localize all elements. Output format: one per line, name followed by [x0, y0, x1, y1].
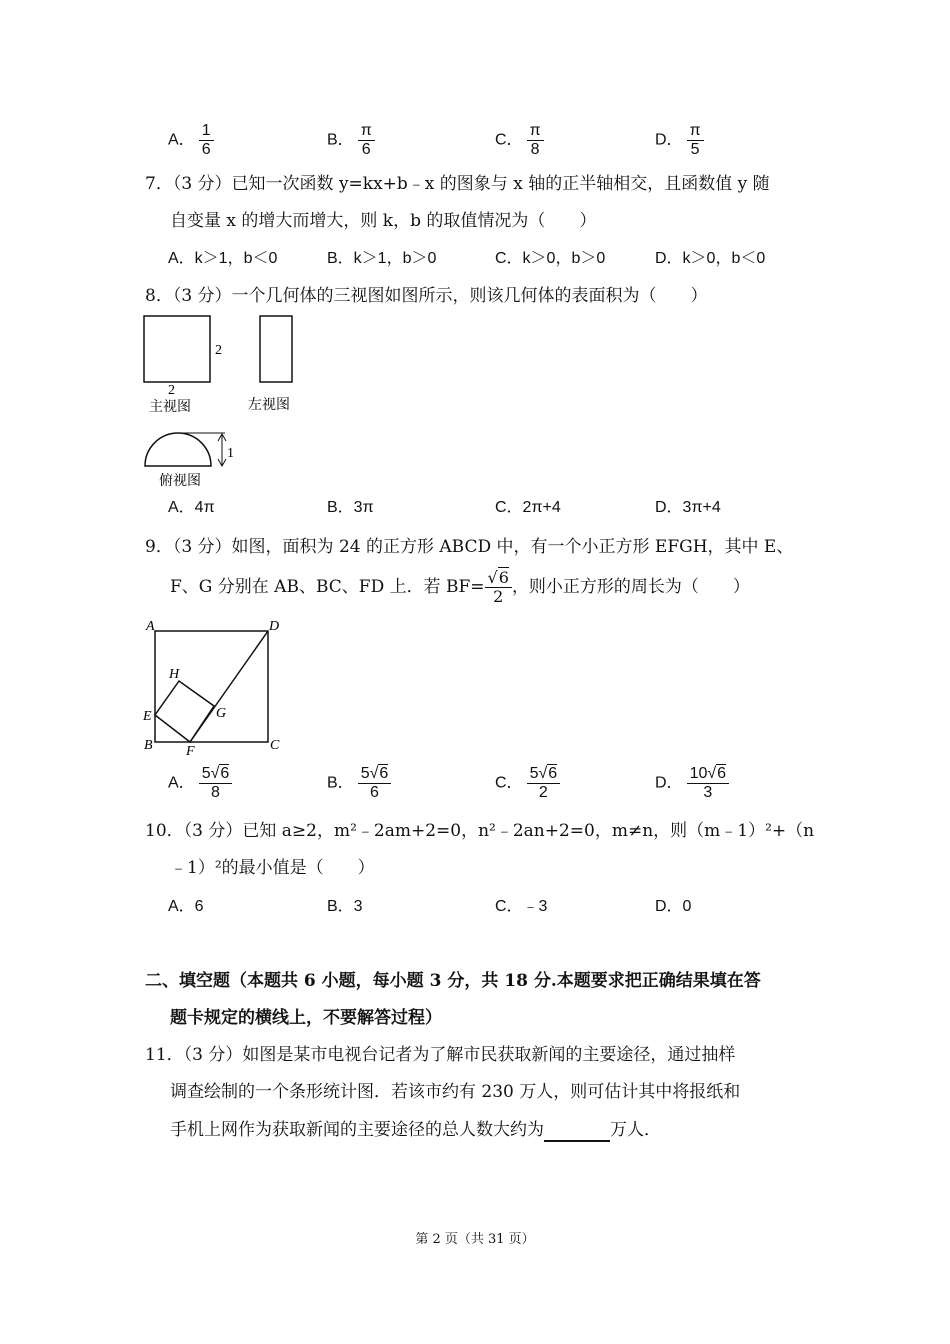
- label-e: E: [143, 709, 152, 724]
- q7-option-a: A．k＞1，b＜0: [168, 250, 278, 267]
- q9-option-d: D． $\frac{10√6}{3}$: [655, 765, 729, 802]
- square-abcd: [155, 631, 268, 742]
- top-view-semicircle: [145, 433, 211, 466]
- q10-option-c: C．﹣3: [495, 898, 548, 915]
- label-f: F: [186, 744, 195, 759]
- q8-three-view-figure: [135, 310, 315, 495]
- label-d: D: [269, 619, 280, 634]
- q10-option-b: B．3: [327, 898, 363, 915]
- q6-option-a: A． $\frac{1}{6}$: [168, 122, 214, 159]
- q9-stem-line1: 9．（3 分）如图，面积为 24 的正方形 ABCD 中，有一个小正方形 EFGH，其中 E、: [145, 537, 794, 557]
- q10-stem-line1: 10．（3 分）已知 a≥2，m²﹣2am+2=0，n²﹣2an+2=0，m≠n，则（m﹣1）²+（n: [145, 821, 815, 841]
- front-view-square: [144, 316, 210, 382]
- square-efgh: [155, 681, 214, 742]
- section2-heading-line1: 二、填空题（本题共 6 小题，每小题 3 分，共 18 分.本题要求把正确结果填在答: [145, 971, 761, 991]
- q8-option-a: A．4π: [168, 499, 215, 516]
- q9-option-a: A． $\frac{5√6}{8}$: [168, 765, 232, 802]
- q11-stem-line2: 调查绘制的一个条形统计图．若该市约有 230 万人，则可估计其中将报纸和: [170, 1082, 741, 1102]
- q8-option-b: B．3π: [327, 499, 374, 516]
- q8-option-d: D．3π+4: [655, 499, 721, 516]
- q10-option-a: A．6: [168, 898, 204, 915]
- q9-option-c: C． $\frac{5√6}{2}$: [495, 765, 560, 802]
- section2-heading-line2: 题卡规定的横线上，不要解答过程）: [170, 1008, 442, 1028]
- front-view-width-label: 2: [168, 383, 175, 398]
- q6-option-c: C． $\frac{\pi}{8}$: [495, 122, 544, 159]
- label-h: H: [169, 667, 180, 682]
- top-view-radius-label: 1: [227, 446, 234, 461]
- side-view-label: 左视图: [248, 398, 290, 413]
- q11-answer-blank: [544, 1122, 610, 1142]
- q6-option-d: D． $\frac{\pi}{5}$: [655, 122, 704, 159]
- q10-stem-line2: ﹣1）²的最小值是（ ）: [170, 858, 375, 878]
- label-c: C: [270, 738, 280, 753]
- q8-option-c: C．2π+4: [495, 499, 561, 516]
- q8-stem-line1: 8．（3 分）一个几何体的三视图如图所示，则该几何体的表面积为（ ）: [145, 286, 708, 306]
- front-view-height-label: 2: [215, 343, 222, 358]
- q9-square-figure: [138, 614, 288, 762]
- q11-stem-line3: 手机上网作为获取新闻的主要途径的总人数大约为 万人．: [170, 1120, 661, 1140]
- label-a: A: [146, 619, 155, 634]
- front-view-label: 主视图: [149, 400, 191, 415]
- label-b: B: [144, 738, 153, 753]
- q9-option-b: B． $\frac{5√6}{6}$: [327, 765, 391, 802]
- q7-option-b: B．k＞1，b＞0: [327, 250, 437, 267]
- q11-stem-line1: 11．（3 分）如图是某市电视台记者为了解市民获取新闻的主要途径，通过抽样: [145, 1045, 736, 1065]
- label-g: G: [216, 706, 227, 721]
- q9-stem-line2: F、G 分别在 AB、BC、FD 上．若 BF= $\frac{√6}{2}$ ，则小正方形的周长为（ ）: [170, 568, 750, 606]
- q7-stem-line1: 7．（3 分）已知一次函数 y=kx+b﹣x 的图象与 x 轴的正半轴相交，且函数值 y 随: [145, 174, 770, 194]
- page-footer: 第 2 页（共 31 页）: [415, 1232, 535, 1247]
- q10-option-d: D．0: [655, 898, 692, 915]
- top-view-label: 俯视图: [159, 474, 201, 489]
- side-view-rect: [260, 316, 292, 382]
- q7-stem-line2: 自变量 x 的增大而增大，则 k，b 的取值情况为（ ）: [170, 211, 597, 231]
- q6-option-b: B． $\frac{\pi}{6}$: [327, 122, 375, 159]
- q7-option-d: D．k＞0，b＜0: [655, 250, 766, 267]
- q7-option-c: C．k＞0，b＞0: [495, 250, 606, 267]
